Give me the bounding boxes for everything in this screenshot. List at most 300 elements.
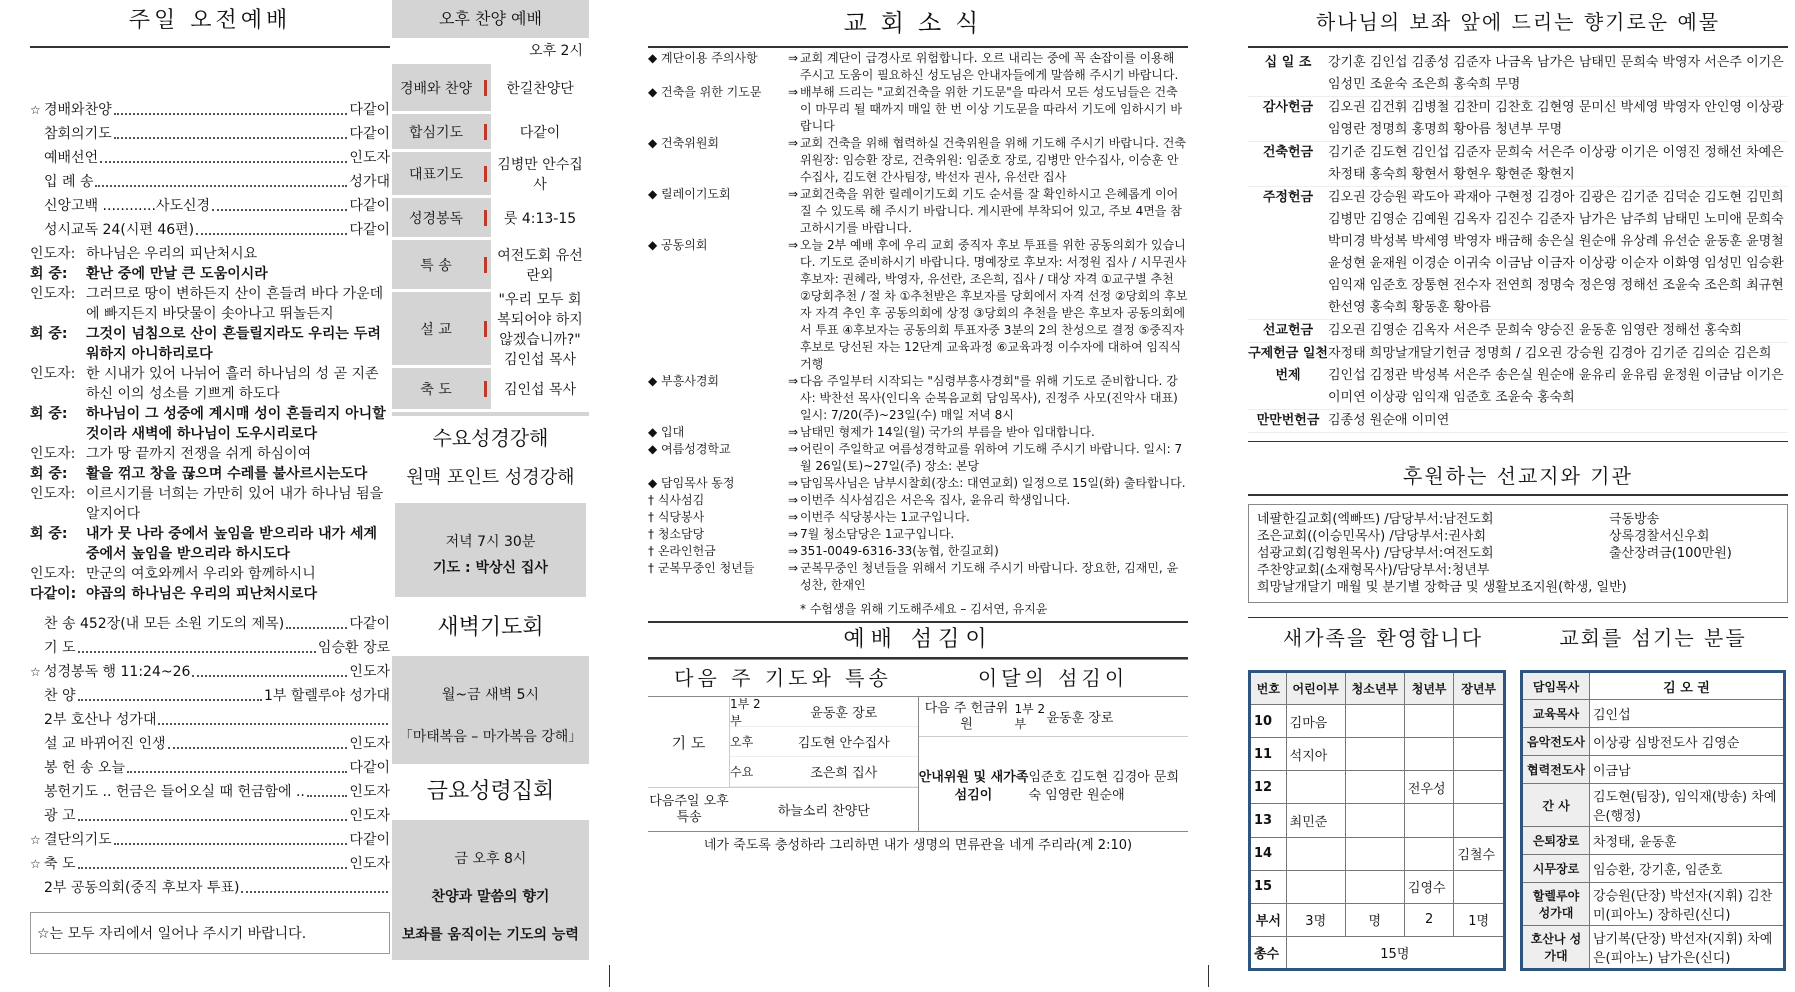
missions-right [1609, 511, 1779, 579]
servant-role: 시무장로 [1522, 855, 1590, 883]
reading-line [30, 244, 390, 264]
dot-leader [192, 675, 347, 677]
order-leader: 성가대 [349, 174, 390, 190]
money-key: 1부 2부 [1014, 701, 1046, 731]
table-cell [1404, 705, 1453, 738]
prayer-value: 윤동훈 장로 [810, 706, 878, 721]
missions-box [1248, 504, 1788, 603]
news-value: 교회 건축을 위해 협력하실 건축위원을 위해 기도해 주시기 바랍니다. 건축위원장: 임승환 장로, 건축위원: 임준호 장로, 김병만 안수집사, 이승훈 안수집사, 김도현 간사팀장, 박선자 권사, 유선란 집사 [800, 136, 1186, 184]
new-family-title: 새가족을 환영합니다 [1282, 626, 1484, 650]
this-month-title: 이달의 섬김이 [977, 666, 1129, 690]
prayer-key: 1부 2부 [730, 696, 761, 728]
special-value: 하늘소리 찬양단 [777, 804, 870, 819]
arrow: ⇒ [788, 561, 799, 575]
offering-row [1248, 97, 1788, 142]
arrow: ⇒ [788, 51, 799, 65]
dot-leader [78, 699, 263, 701]
table-cell: 김마음 [1286, 705, 1345, 738]
table-header [1250, 672, 1505, 705]
offering-names: 김종성 원순애 이미연 [1328, 413, 1450, 428]
news-item [648, 186, 1188, 237]
prayer-row [730, 757, 918, 787]
speaker: 인도자: [30, 486, 76, 502]
arrow: ⇒ [788, 187, 799, 201]
order-item [30, 612, 390, 636]
servant-role: 간 사 [1522, 784, 1590, 827]
news-value: 351-0049-6316-33(농협, 한길교회) [800, 544, 999, 558]
order-label: 2부 호산나 성가대 [44, 712, 157, 728]
servant-role: 은퇴장로 [1522, 827, 1590, 855]
order-label: 예배선언 [44, 150, 99, 166]
order-leader: 다같이 [349, 616, 390, 632]
news-key: ◆ 건축을 위한 기도문 [648, 85, 762, 99]
table-row [1250, 870, 1505, 903]
order-item [30, 194, 390, 218]
responsive-reading [30, 244, 390, 604]
news-key: ◆ 릴레이기도회 [648, 187, 731, 201]
table-cell: 14 [1250, 837, 1287, 870]
offering-type: 십 일 조 [1264, 55, 1312, 70]
order-item [30, 828, 390, 852]
reading-line [30, 404, 390, 444]
news-item [648, 526, 1188, 543]
reading-text: 환난 중에 만날 큰 도움이시라 [86, 266, 268, 282]
order-item [30, 98, 390, 122]
servant-row [1522, 855, 1785, 883]
dot-leader [196, 233, 347, 235]
news-key: ◆ 입대 [648, 425, 685, 439]
prayer-value: 김도현 안수집사 [797, 736, 890, 751]
red-bar [484, 381, 487, 397]
order-label: 참회의기도 [44, 126, 112, 142]
news-value: 이번주 식사섬김은 서은옥 집사, 윤유리 학생입니다. [800, 493, 1071, 507]
news-item [648, 441, 1188, 475]
offering-names: 자정태 희망날개달기헌금 정명희 / 김오권 강승원 김경아 김기준 김의순 김은희 김인섭 김정관 박성복 서은주 송은실 원순애 윤유리 윤유림 윤정원 이금남 이기은 이미연 이상광 임익재 임준호 조윤숙 홍숙희 [1328, 346, 1784, 405]
offering-type: 만만번헌금 [1256, 413, 1320, 428]
table-cell [1345, 738, 1404, 771]
afternoon-panel [392, 0, 589, 960]
dot-leader [114, 843, 348, 845]
news-item [648, 475, 1188, 492]
mission-item: 섬광교회(김형원목사) /담당부서:여전도회 [1257, 546, 1494, 561]
prayer-value: 조은희 집사 [810, 766, 878, 781]
table-cell [1345, 870, 1404, 903]
offering-row [1248, 52, 1788, 97]
arrow: ⇒ [788, 238, 799, 252]
speaker: 회 중: [30, 406, 68, 422]
afternoon-row [392, 292, 589, 368]
row-label: 축 도 [420, 381, 452, 398]
friday-line1: 찬양과 말씀의 향기 [431, 889, 550, 905]
news-key: ◆ 여름성경학교 [648, 442, 731, 456]
arrow: ⇒ [788, 136, 799, 150]
arrow: ⇒ [788, 374, 799, 388]
offering-names: 김오권 강승원 곽도아 곽재아 구현정 김경아 김광은 김기준 김덕순 김도현 김민희 김병만 김영순 김예원 김옥자 김진수 김준자 남가은 남주희 남태민 노미애 문희숙 박미경 박성복 박세영 박영자 배금해 송은실 원순애 유상례 유선순 윤동훈 윤명철 윤성현 윤재원 이경순 이귀숙 이금남 이금자 이상광 이순자 이화영 임성민 임승환 임익재 임준호 장통현 전수자 전연희 정명숙 정은영 정해선 조윤숙 조은희 최규현 한선영 홍숙희 황동훈 황아름 [1328, 190, 1784, 315]
red-bar [484, 124, 487, 140]
table-cell: 최민준 [1286, 804, 1345, 837]
order-label: 성경봉독 행 11:24~26 [44, 664, 191, 680]
news-key: ◆ 공동의회 [648, 238, 708, 252]
table-cell: 김철수 [1454, 837, 1505, 870]
header-cell: 청소년부 [1345, 672, 1404, 705]
table-cell: 10 [1250, 705, 1287, 738]
dot-leader [114, 113, 348, 115]
table-cell [1286, 870, 1345, 903]
order-label: 설 교 바뀌어진 인생 [44, 736, 166, 752]
wednesday-subtitle: 원맥 포인트 성경강해 [392, 460, 589, 500]
afternoon-title: 오후 찬양 예배 [392, 0, 589, 38]
order-label: 기 도 [44, 640, 76, 656]
next-week-title: 다음 주 기도와 특송 [674, 666, 892, 690]
offering-names: 강기훈 김인섭 김종성 김준자 나금옥 남가은 남태민 문희숙 박영자 서은주 이기은 임성민 조윤숙 조은희 홍숙희 무명 [1328, 55, 1784, 92]
order-label: 결단의기도 [44, 832, 112, 848]
news-key: ◆ 부흥사경회 [648, 374, 720, 388]
row-value: 룻 4:13-15 [491, 198, 589, 237]
mission-item: 조은교회((이승민목사) /담당부서:권사회 [1257, 529, 1487, 544]
money-value: 윤동훈 장로 [1046, 711, 1114, 726]
row-label: 합심기도 [408, 124, 464, 141]
star-mark: ☆ [30, 103, 41, 117]
red-bar [484, 257, 487, 273]
offering-type: 주정헌금 [1262, 190, 1314, 205]
servant-names: 김 오 권 [1590, 672, 1785, 700]
servant-role: 협력전도사 [1522, 756, 1590, 784]
header-cell: 청년부 [1404, 672, 1453, 705]
speaker: 회 중: [30, 466, 68, 482]
table-row [1250, 738, 1505, 771]
order-leader: 1부 할렐루야 성가대 [264, 688, 390, 704]
reading-line [30, 264, 390, 284]
table-cell [1345, 804, 1404, 837]
order-label: 2부 공동의회(중직 후보자 투표) [44, 880, 240, 896]
order-label: 신앙고백 ............사도신경 [44, 198, 211, 214]
missions-last: 희망날개달기 매월 및 분기별 장학금 및 생활보조지원(학생, 일반) [1257, 580, 1627, 595]
order-leader: 다같이 [349, 126, 390, 142]
reading-line [30, 444, 390, 464]
prayer-key: 오후 [730, 735, 754, 749]
servants-title: 교회를 섬기는 분들 [1559, 626, 1747, 650]
row-value: 김인섭 목사 [491, 368, 589, 409]
table-cell [1454, 738, 1505, 771]
reading-line [30, 584, 390, 604]
reading-text: 그러므로 땅이 변하든지 산이 흔들려 바다 가운데에 빠지든지 바닷물이 솟아나고 뛰놀든지 [86, 286, 384, 322]
missions-title: 후원하는 선교지와 기관 [1248, 456, 1788, 496]
mission-item: 주찬양교회(소재형목사)/담당부서:청년부 [1257, 563, 1490, 578]
dot-leader [78, 819, 348, 821]
offering-row [1248, 142, 1788, 187]
news-value: 배부해 드리는 "교회건축을 위한 기도문"을 따라서 모든 성도님들은 건축이 마무리 될 때까지 매일 한 번 이상 기도문을 따라서 기도에 임하시기 바랍니다 [800, 85, 1182, 133]
row-value: "우리 모두 회복되어야 하지 않겠습니까?" 김인섭 목사 [491, 292, 589, 365]
header-cell: 장년부 [1454, 672, 1505, 705]
servants-table [1520, 670, 1786, 971]
news-key: † 식사섬김 [648, 493, 705, 507]
servant-row [1522, 883, 1785, 926]
dot-leader [168, 747, 348, 749]
order-item [30, 660, 390, 684]
order-item [30, 756, 390, 780]
red-bar [484, 210, 487, 226]
reading-text: 활을 꺾고 창을 끊으며 수레를 불사르시는도다 [86, 466, 368, 482]
table-cell: 명 [1345, 903, 1404, 936]
dot-leader [78, 867, 348, 869]
speaker: 회 중: [30, 266, 68, 282]
reading-text: 내가 뭇 나라 중에서 높임을 받으리라 내가 세계 중에서 높임을 받으리라 하시도다 [86, 526, 378, 562]
servant-row [1522, 926, 1785, 970]
red-bar [484, 321, 487, 337]
mission-item: 극동방송 [1609, 512, 1660, 527]
speaker: 인도자: [30, 566, 76, 582]
table-cell [1454, 771, 1505, 804]
order-leader: 다같이 [349, 222, 390, 238]
servant-names: 차정태, 윤동훈 [1590, 827, 1785, 855]
servant-role: 호산나 성가대 [1522, 926, 1590, 970]
servant-names: 김도현(팀장), 임익재(방송) 차예은(행정) [1590, 784, 1785, 827]
order-item [30, 218, 390, 242]
order-leader: 인도자 [349, 808, 390, 824]
prayer-row [730, 727, 918, 757]
divider [609, 965, 610, 987]
red-bar [484, 80, 487, 96]
arrow: ⇒ [788, 510, 799, 524]
order-leader: 인도자 [349, 150, 390, 166]
order-label: 경배와찬양 [44, 102, 112, 118]
news-item [648, 492, 1188, 509]
offering-type: 감사헌금 [1262, 100, 1314, 115]
news-value: 교회건축을 위한 릴레이기도회 기도 순서를 잘 확인하시고 은혜롭게 이어질 수 있도록 해 주시기 바랍니다. 게시판에 부착되어 있고, 주보 4면을 참고하시기를 바랍니다. [800, 187, 1182, 235]
reading-text: 만군의 여호와께서 우리와 함께하시니 [86, 566, 316, 582]
servant-names: 이상광 심방전도사 김영순 [1590, 728, 1785, 756]
worship-servants-title: 예배 섬김이 [648, 621, 1188, 659]
dept-row [1250, 903, 1505, 936]
news-key: ◆ 건축위원회 [648, 136, 720, 150]
afternoon-order [392, 64, 589, 412]
prayer-key: 수요 [730, 765, 754, 779]
table-row [1250, 837, 1505, 870]
guide-label: 안내위원 및 새가족섬김이 [918, 770, 1029, 803]
offering-names: 김오권 김영순 김옥자 서은주 문희숙 양승진 윤동훈 임영란 정해선 홍숙희 [1328, 323, 1742, 338]
afternoon-row [392, 152, 589, 198]
order-label: 봉 헌 송 오늘 [44, 760, 125, 776]
dawn-subtitle: 「마태복음 – 마가복음 강해」 [398, 729, 583, 745]
order-label: 찬 양 [44, 688, 76, 704]
order-leader: 인도자 [349, 856, 390, 872]
servant-names: 이금남 [1590, 756, 1785, 784]
order-item [30, 732, 390, 756]
order-leader: 임승환 장로 [317, 640, 390, 656]
order-leader: 다같이 [349, 760, 390, 776]
table-cell: 김영수 [1404, 870, 1453, 903]
offering-type: 구제헌금 일천번제 [1248, 346, 1328, 383]
servant-row [1522, 672, 1785, 700]
reading-text: 하나님이 그 성중에 계시매 성이 흔들리지 아니할 것이라 새벽에 하나님이 도우시리로다 [86, 406, 386, 442]
order-item [30, 804, 390, 828]
missions-left [1257, 511, 1609, 579]
table-row [1250, 804, 1505, 837]
order-leader: 인도자 [349, 784, 390, 800]
table-cell [1404, 837, 1453, 870]
order-item [30, 146, 390, 170]
table-cell: 1명 [1454, 903, 1505, 936]
afternoon-time: 오후 2시 [392, 38, 589, 64]
reading-text: 야곱의 하나님은 우리의 피난처시로다 [86, 586, 318, 602]
news-value: 담임목사님은 남부시찰회(장소: 대연교회) 일정으로 15일(화) 출타합니다. [800, 476, 1186, 490]
news-key: † 청소담당 [648, 527, 705, 541]
offering-row [1248, 187, 1788, 320]
offerings-title: 하나님의 보좌 앞에 드리는 향기로운 예물 [1248, 0, 1788, 48]
table-cell: 총수 [1250, 936, 1287, 969]
prayer-list [730, 697, 918, 787]
mission-item: 출산장려금(100만원) [1609, 546, 1732, 561]
dot-leader [212, 209, 347, 211]
new-family-table [1248, 670, 1506, 971]
servant-names: 임승환, 강기훈, 임준호 [1590, 855, 1785, 883]
news-key: † 식당봉사 [648, 510, 705, 524]
arrow: ⇒ [788, 527, 799, 541]
reading-line [30, 284, 390, 324]
row-label: 성경봉독 [408, 210, 464, 227]
table-cell: 15명 [1286, 936, 1504, 969]
row-value: 여전도회 유선란외 [491, 240, 589, 289]
table-cell [1404, 804, 1453, 837]
table-cell [1345, 837, 1404, 870]
row-value: 다같이 [491, 114, 589, 149]
row-value: 한길찬양단 [491, 64, 589, 111]
offering-type: 건축헌금 [1262, 145, 1314, 160]
order-label: 광 고 [44, 808, 76, 824]
wednesday-prayer: 기도 : 박상신 집사 [433, 560, 548, 576]
order-of-service [30, 98, 390, 242]
bible-verse: 네가 죽도록 충성하라 그리하면 내가 생명의 면류관을 네게 주리라(계 2:10) [648, 831, 1188, 853]
table-cell: 15 [1250, 870, 1287, 903]
reading-line [30, 524, 390, 564]
star-mark: ☆ [30, 665, 41, 679]
news-key: ◆ 계단이용 주의사항 [648, 51, 758, 65]
servant-row [1522, 700, 1785, 728]
news-list [648, 48, 1188, 594]
news-item [648, 560, 1188, 594]
servant-role: 할렐루야 성가대 [1522, 883, 1590, 926]
offerings-panel [1248, 0, 1788, 971]
order-item [30, 122, 390, 146]
order-item [30, 170, 390, 194]
offering-row [1248, 320, 1788, 343]
wednesday-title: 수요성경강해 [392, 416, 589, 460]
church-news-panel [648, 0, 1188, 853]
servant-role: 교육목사 [1522, 700, 1590, 728]
order-of-service-2 [30, 612, 390, 900]
news-value: 이번주 식당봉사는 1교구입니다. [800, 510, 970, 524]
morning-service-panel [30, 0, 390, 954]
order-item [30, 780, 390, 804]
news-value: 어린이 주일학교 여름성경학교를 위하여 기도해 주시기 바랍니다. 일시: 7월 26일(토)~27일(주) 장소: 본당 [800, 442, 1183, 473]
order-item [30, 876, 390, 900]
servant-row [1522, 827, 1785, 855]
friday-time: 금 오후 8시 [454, 851, 527, 867]
reading-line [30, 564, 390, 584]
order-label: 찬 송 452장(내 모든 소원 기도의 제목) [44, 616, 285, 632]
news-item [648, 237, 1188, 373]
dawn-title: 새벽기도회 [392, 600, 589, 656]
speaker: 인도자: [30, 246, 76, 262]
news-key: † 온라인헌금 [648, 544, 716, 558]
table-cell [1286, 771, 1345, 804]
table-cell: 3명 [1286, 903, 1345, 936]
news-item [648, 135, 1188, 186]
servant-row [1522, 756, 1785, 784]
row-label: 대표기도 [408, 166, 464, 183]
news-value: 다음 주일부터 시작되는 "심령부흥사경회"를 위해 기도로 준비합니다. 강사: 박찬선 목사(인디옥 순복음교회 담임목사), 진정주 사모(진악사 대표) 일시: 7/20(주)~23일(수) 매일 저녁 8시 [800, 374, 1178, 422]
servant-role: 담임목사 [1522, 672, 1590, 700]
star-mark: ☆ [30, 833, 41, 847]
dot-leader [241, 891, 388, 893]
speaker: 다같이: [30, 586, 77, 602]
news-value: 남태민 형제가 14일(월) 국가의 부름을 받아 입대합니다. [800, 425, 1095, 439]
table-cell: 전우성 [1404, 771, 1453, 804]
star-mark: ☆ [30, 857, 41, 871]
divider [1208, 965, 1209, 987]
guide-value: 임준호 김도현 김경아 문희숙 임영란 원순애 [1028, 770, 1180, 803]
dot-leader [95, 185, 347, 187]
reading-text: 한 시내가 있어 나뉘어 흘러 하나님의 성 곧 지존하신 이의 성소를 기쁘게 하도다 [86, 366, 379, 402]
order-leader: 다같이 [349, 832, 390, 848]
speaker: 회 중: [30, 526, 68, 542]
order-leader: 다같이 [349, 102, 390, 118]
order-item [30, 636, 390, 660]
news-value: 교회 계단이 급경사로 위험합니다. 오르 내리는 중에 꼭 손잡이를 이용해 주시고 도움이 필요하신 성도님은 안내자들에게 말씀해 주시기 바랍니다. [800, 51, 1179, 82]
order-label: 성시교독 24(시편 46편) [44, 222, 195, 238]
reading-text: 이르시기를 너희는 가만히 있어 내가 하나님 됨을 알지어다 [86, 486, 384, 522]
speaker: 회 중: [30, 326, 68, 342]
wednesday-time: 저녁 7시 30분 [445, 534, 536, 550]
servant-role: 음악전도사 [1522, 728, 1590, 756]
news-item [648, 424, 1188, 441]
news-value: 군복무중인 청년들을 위해서 기도해 주시기 바랍니다. 장요한, 김재민, 윤성찬, 한재인 [800, 561, 1179, 592]
table-cell [1345, 705, 1404, 738]
offering-names: 김오권 김건휘 김병철 김찬미 김찬호 김현영 문미신 박세영 박영자 안인영 이상광 임영란 정명희 홍명희 황아름 청년부 무명 [1328, 100, 1784, 137]
afternoon-row [392, 114, 589, 152]
arrow: ⇒ [788, 476, 799, 490]
dawn-time: 월~금 새벽 5시 [441, 687, 540, 703]
afternoon-row [392, 240, 589, 292]
dot-leader [127, 771, 347, 773]
news-item [648, 84, 1188, 135]
speaker: 인도자: [30, 286, 76, 302]
reading-text: 그가 땅 끝까지 전쟁을 쉬게 하심이여 [86, 446, 312, 462]
morning-service-title: 주일 오전예배 [30, 0, 390, 48]
table-cell: 12 [1250, 771, 1287, 804]
order-label: 봉헌기도 .. 헌금은 들어오실 때 헌금함에 .. [44, 784, 305, 800]
church-news-title: 교회소식 [648, 0, 1188, 48]
table-cell: 2 [1404, 903, 1453, 936]
standing-note: ☆는 모두 자리에서 일어나 주시기 바랍니다. [30, 912, 390, 954]
friday-title: 금요성령집회 [392, 764, 589, 820]
dot-leader [158, 723, 388, 725]
table-cell [1404, 738, 1453, 771]
arrow: ⇒ [788, 544, 799, 558]
news-item [648, 509, 1188, 526]
news-value: 7월 청소담당은 1교구입니다. [800, 527, 955, 541]
order-label: 입 례 송 [44, 174, 94, 190]
offering-type: 선교헌금 [1262, 323, 1314, 338]
offering-row [1248, 410, 1788, 433]
arrow: ⇒ [788, 493, 799, 507]
servant-row [1522, 728, 1785, 756]
table-cell: 13 [1250, 804, 1287, 837]
speaker: 인도자: [30, 446, 76, 462]
speaker: 인도자: [30, 366, 76, 382]
reading-line [30, 364, 390, 404]
table-cell [1454, 705, 1505, 738]
